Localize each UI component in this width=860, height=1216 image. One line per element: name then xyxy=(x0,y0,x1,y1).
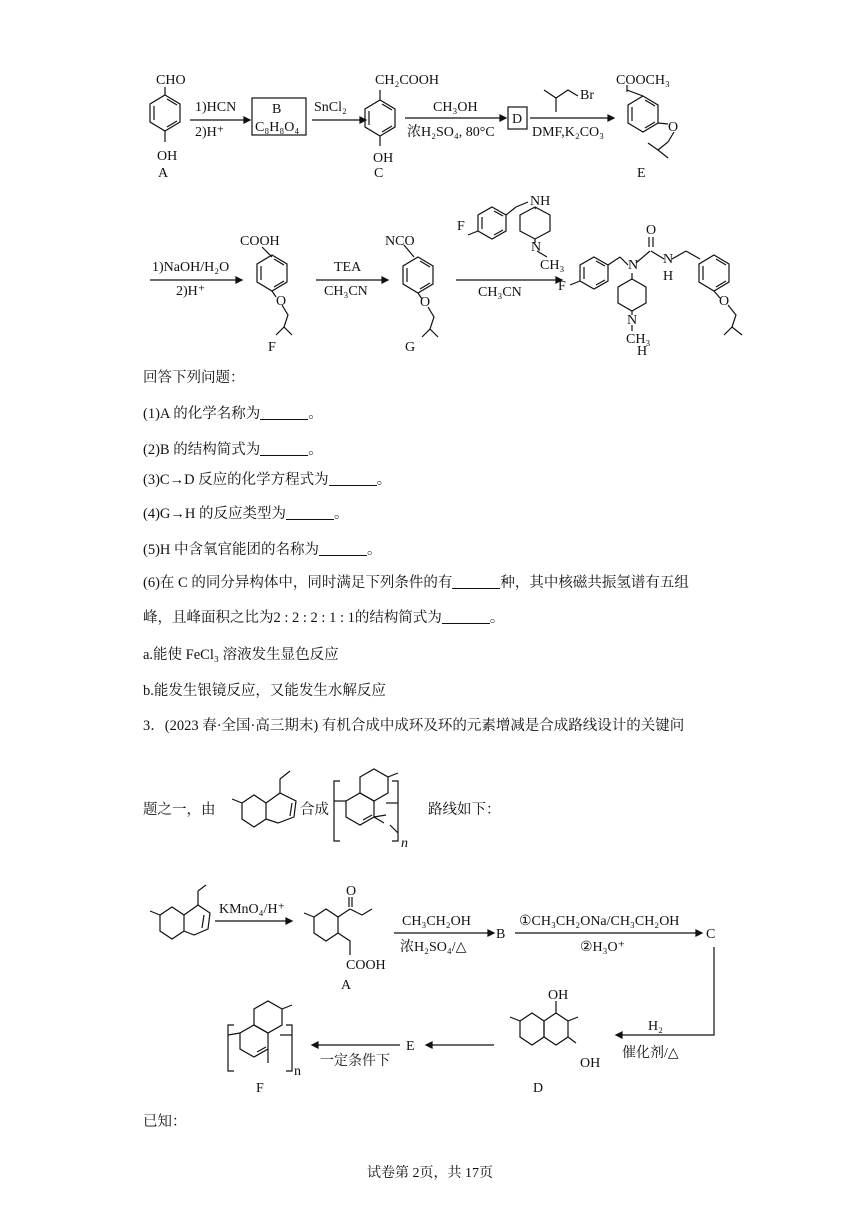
answer-blank[interactable] xyxy=(260,405,308,420)
C-oh: OH xyxy=(373,151,394,166)
step2-reagent: SnCl₂ xyxy=(314,100,347,115)
step3-line2: 浓H₂SO₄, 80°C xyxy=(407,125,495,140)
H-label: H xyxy=(637,344,648,359)
problem-3-line2-b: 合成 xyxy=(300,802,329,818)
G-label: G xyxy=(405,340,416,355)
step6-line1: TEA xyxy=(334,260,362,275)
scheme-2 xyxy=(0,185,860,360)
H-n1: N xyxy=(628,258,639,273)
A-cooh: COOH xyxy=(346,958,386,973)
scheme-1 xyxy=(0,0,860,200)
B-name: B xyxy=(272,102,282,117)
step-c-line2: ②H₃O⁺ xyxy=(580,940,626,955)
question-6-line-2: 峰，且峰面积之比为2 : 2 : 2 : 1 : 1的结构简式为 。 xyxy=(143,610,505,626)
questions-intro: 回答下列问题： xyxy=(143,370,245,386)
D-name: D xyxy=(512,112,523,127)
question-6: (6)在 C 的同分异构体中，同时满足下列条件的有 种，其中核磁共振氢谱有五组 xyxy=(143,575,689,591)
scheme3-E-label: E xyxy=(406,1039,415,1054)
E-o: O xyxy=(668,120,679,135)
scheme3-D-label: D xyxy=(533,1081,544,1096)
H-h: H xyxy=(663,269,674,284)
step1-line1: 1)HCN xyxy=(195,100,237,115)
scheme3-A-label: A xyxy=(341,978,352,993)
answer-blank[interactable] xyxy=(319,541,367,556)
A-o: O xyxy=(346,884,357,899)
G-top: NCO xyxy=(385,234,415,249)
D-oh1: OH xyxy=(548,988,569,1003)
problem-3-line2-c: 路线如下： xyxy=(428,802,501,818)
scheme3-C-label: C xyxy=(706,927,716,942)
answer-blank[interactable] xyxy=(442,609,490,624)
question-3: (3)C→D 反应的化学方程式为 。 xyxy=(143,472,392,488)
scheme3-B-label: B xyxy=(496,927,506,942)
H-o-ether: O xyxy=(719,294,730,309)
step-a-reagent: KMnO₄/H⁺ xyxy=(219,902,285,917)
question-1: (1)A 的化学名称为 。 xyxy=(143,406,323,422)
step3-line1: CH₃OH xyxy=(433,100,478,115)
known-label: 已知： xyxy=(143,1114,187,1130)
A-cho: CHO xyxy=(156,73,186,88)
step7-line2: CH₃CN xyxy=(478,285,522,300)
B-formula: C₈H₈O₄ xyxy=(255,120,300,135)
scheme-3 xyxy=(0,875,860,1105)
condition-b: b.能发生银镜反应，又能发生水解反应 xyxy=(143,683,386,699)
reagent-n: N xyxy=(531,240,542,255)
polymer-n: n xyxy=(401,836,408,851)
page-footer: 试卷第 2页，共 17页 xyxy=(367,1166,493,1181)
E-label: E xyxy=(637,166,646,181)
C-top: CH₂COOH xyxy=(375,73,439,88)
C-label: C xyxy=(374,166,384,181)
H-n3: N xyxy=(627,313,638,328)
E-top: COOCH₃ xyxy=(616,73,670,88)
reagent-ch3: CH₃ xyxy=(540,258,565,273)
H-f: F xyxy=(558,279,566,294)
A-oh: OH xyxy=(157,149,178,164)
H-n2: N xyxy=(663,252,674,267)
F-top: COOH xyxy=(240,234,280,249)
H-o-carbonyl: O xyxy=(646,223,657,238)
step1-line2: 2)H⁺ xyxy=(195,125,225,140)
H-ch3: CH₃ xyxy=(626,332,651,347)
question-4: (4)G→H 的反应类型为 。 xyxy=(143,506,349,522)
A-label: A xyxy=(158,166,169,181)
step-d-line1: H₂ xyxy=(648,1019,663,1034)
reagent-f: F xyxy=(457,219,465,234)
problem-3-header: 3．(2023 春·全国·高三期末) 有机合成中成环及环的元素增减是合成路线设计的关键问 xyxy=(143,718,685,734)
G-o: O xyxy=(420,295,431,310)
question-2: (2)B 的结构简式为 。 xyxy=(143,442,323,458)
condition-a: a.能使 FeCl₃ 溶液发生显色反应 xyxy=(143,647,339,663)
D-oh2: OH xyxy=(580,1056,601,1071)
step5-line2: 2)H⁺ xyxy=(176,284,206,299)
F-o: O xyxy=(276,294,287,309)
step4-line2: DMF,K₂CO₃ xyxy=(532,125,605,140)
reagent-nh: NH xyxy=(530,194,551,209)
question-5: (5)H 中含氧官能团的名称为 。 xyxy=(143,542,382,558)
answer-blank[interactable] xyxy=(286,505,334,520)
step-d-line2: 催化剂/△ xyxy=(622,1046,679,1061)
F-label: F xyxy=(268,340,276,355)
problem-3-structures xyxy=(200,745,440,880)
answer-blank[interactable] xyxy=(452,574,500,589)
scheme3-F-label: F xyxy=(256,1081,264,1096)
reagent-br: Br xyxy=(580,88,594,103)
F-n: n xyxy=(294,1064,301,1079)
problem-3-line2-a: 题之一，由 xyxy=(143,802,216,818)
step-b-line1: CH₃CH₂OH xyxy=(402,914,471,929)
step6-line2: CH₃CN xyxy=(324,284,368,299)
step5-line1: 1)NaOH/H₂O xyxy=(152,260,230,275)
answer-blank[interactable] xyxy=(260,441,308,456)
step-b-line2: 浓H₂SO₄/△ xyxy=(400,940,467,955)
step-f-condition: 一定条件下 xyxy=(320,1054,390,1069)
step-c-line1: ①CH₃CH₂ONa/CH₃CH₂OH xyxy=(519,914,680,929)
answer-blank[interactable] xyxy=(329,471,377,486)
